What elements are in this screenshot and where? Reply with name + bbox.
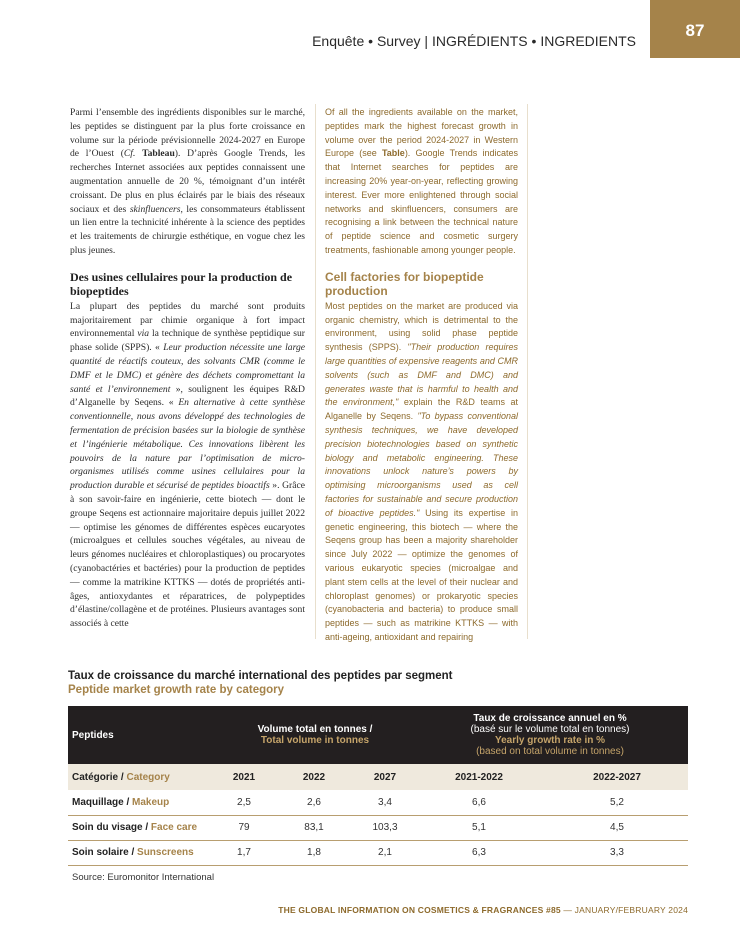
article-column-en: [325, 106, 518, 645]
table-cell: 6,6: [412, 790, 546, 815]
quote: En alternative à cette synthèse conventionnelle, nous avons développé des technologies de fermentation de précision basées sur la biologie de synthèse et l’ingénierie métabolique. Ces innovations libèrent les pouvoirs de la nature par l’optimisation de micro-organismes utilisés comme usines cellulaires pour la production durable et sécurisé de peptides bioactifs: [70, 397, 305, 492]
quote: "Their production requires large quantities of expensive reagents and CMR solvents (such as DMF and DMC) and generates waste that is harmful to health and the environment,": [325, 342, 518, 408]
table-header-row: [68, 706, 688, 764]
category-fr: Catégorie /: [72, 771, 124, 783]
paragraph-body-en: [325, 300, 518, 645]
quote: "To bypass conventional synthesis techniques, we have developed precision biotechnologies based on synthetic biology and metabolic engineering. These innovations unlock nature’s powers by optimising microorganisms used as cell factories for sustainable and secure production of bioactive peptides.": [325, 411, 518, 518]
text-run: skinfluencers: [129, 203, 181, 215]
table-cell: 5,1: [412, 815, 546, 840]
year-col: 2022: [270, 764, 358, 790]
category-en: Category: [126, 771, 170, 783]
table-cell: 4,5: [546, 815, 688, 840]
table-cell: 3,3: [546, 840, 688, 865]
year-col: 2022-2027: [546, 764, 688, 790]
table-row: [68, 840, 688, 865]
text-run: Of all the ingredients available on the market, peptides mark the highest forecast growth in volume over the period 2024-2027 in Western Europe (see: [325, 107, 518, 159]
text-run: », soulignent les équipes R&D d’Alganelle by Seqens. «: [70, 383, 305, 409]
section-heading-en: Cell factories for biopeptide production: [325, 269, 484, 298]
header-volume-en: Total volume in tonnes: [260, 735, 370, 746]
row-label-fr: Soin solaire /: [72, 847, 135, 858]
table-cell: 1,8: [270, 840, 358, 865]
table-reference: Tableau: [142, 148, 175, 160]
row-label: [68, 840, 218, 865]
subheader-category: [68, 764, 218, 790]
table-cell: 1,7: [218, 840, 270, 865]
row-label: [68, 815, 218, 840]
row-label-fr: Soin du visage /: [72, 822, 149, 833]
header-topic-fr: INGRÉDIENTS: [431, 33, 528, 49]
header-peptides: Peptides: [68, 706, 218, 764]
header-section-en: Survey: [376, 33, 421, 49]
article-column-fr: [70, 106, 305, 631]
row-label: [68, 790, 218, 815]
text-run: , les consommateurs établissent un lien entre la technicité inhérente à la science des peptides et les traitements de chirurgie esthétique, en vogue chez les plus jeunes.: [70, 203, 305, 256]
page-number-tab: [650, 0, 740, 58]
row-label-en: Face care: [150, 822, 198, 833]
table-subheader-row: [68, 764, 688, 790]
table-cell: 103,3: [358, 815, 412, 840]
row-label-en: Sunscreens: [137, 847, 194, 858]
table-reference: Table: [381, 148, 405, 159]
paragraph-intro-en: [325, 106, 518, 258]
table-row: [68, 790, 688, 815]
row-label-en: Makeup: [132, 796, 170, 808]
header-topic-en: INGREDIENTS: [540, 33, 636, 49]
header-growth: [412, 706, 688, 764]
header-volume-fr: Volume total en tonnes /: [257, 724, 373, 735]
header-section-fr: Enquête: [312, 33, 365, 49]
footer-issue: — JANUARY/FEBRUARY 2024: [563, 905, 688, 915]
paragraph-body-fr: [70, 300, 305, 631]
text-run: via: [137, 328, 150, 340]
section-heading-fr: Des usines cellulaires pour la production de biopeptides: [70, 269, 293, 298]
header-growth-en-sub: (based on total volume in tonnes): [476, 746, 624, 757]
table-cell: 3,4: [358, 790, 412, 815]
footer-publication: THE GLOBAL INFORMATION ON COSMETICS & FRAGRANCES #85: [278, 905, 561, 915]
table-cell: 2,5: [218, 790, 270, 815]
table-row: [68, 815, 688, 840]
growth-table: [68, 706, 688, 866]
header-bullet-2: •: [531, 33, 537, 49]
text-run: La plupart des peptides du marché sont produits majoritairement par chimie organique à fort impact environnemental: [70, 300, 305, 340]
year-col: 2021-2022: [412, 764, 546, 790]
quote: Leur production nécessite une large quantité de réactifs couteux, des solvants CMR (comme le DMF et le DMC) et génère des déchets compromettant la santé et l’environnement: [70, 342, 305, 395]
table-title-fr: Taux de croissance du marché international des peptides par segment: [68, 670, 453, 682]
page-number: 87: [685, 21, 705, 40]
text-run: ). Google Trends indicates that Internet searches for peptides are increasing 20% year-on-year, reflecting growing interest. Ever more enlightened through social networks and skinfluencers, consumers are recognising a link between the technical nature of peptide science and cosmetic surgery treatments, fashionable among younger people.: [325, 148, 519, 255]
table-title-en: Peptide market growth rate by category: [68, 684, 285, 696]
table-cell: 6,3: [412, 840, 546, 865]
growth-table-block: [68, 670, 688, 883]
paragraph-intro-fr: [70, 106, 305, 258]
text-run: Using its expertise in genetic engineering, this biotech — where the Seqens group has been a majority shareholder since July 2022 — optimize the genomes of various eukaryotic species (microalgae and plant stem cells at the level of their nuclear and chloroplast genomes) or prokaryotic species (cyanobacteria and bacteria) to produce small peptides — such as matrikine KTTKS — with anti-ageing, antioxidant and repairing: [325, 507, 518, 642]
table-cell: 2,6: [270, 790, 358, 815]
header-growth-fr-sub: (basé sur le volume total en tonnes): [470, 724, 630, 735]
header-growth-en: Yearly growth rate in %: [494, 735, 606, 746]
text-run: Most peptides on the market are produced via organic chemistry, which is detrimental to the environment, using solid phase peptide synthesis (SPPS).: [325, 300, 518, 353]
table-cell: 79: [218, 815, 270, 840]
row-label-fr: Maquillage /: [72, 796, 130, 808]
year-col: 2027: [358, 764, 412, 790]
table-cell: 2,1: [358, 840, 412, 865]
year-col: 2021: [218, 764, 270, 790]
table-cell: 83,1: [270, 815, 358, 840]
text-run: la technique de synthèse peptidique sur phase solide (SPPS). «: [70, 328, 305, 354]
text-run: explain the R&D teams at Alganelle by Seqens.: [325, 397, 519, 422]
header-separator: |: [424, 33, 429, 49]
header-bullet: •: [368, 33, 374, 49]
column-divider: [315, 104, 316, 639]
text-run: Cf.: [123, 148, 136, 160]
table-cell: 5,2: [546, 790, 688, 815]
running-header: [312, 33, 636, 49]
table-source: Source: Euromonitor International: [72, 871, 215, 883]
text-run: ». Grâce à son savoir-faire en ingénierie, cette biotech — dont le groupe Seqens est actionnaire majoritaire depuis juillet 2022 — optimise les génomes de différentes espèces eucaryotes (microalgues et cellules souches végétales, au niveau de leurs génomes nucléaires et chloroplastiques) ou procaryotes (cyanobactéries et bactéries) pour la production de peptides — comme la matrikine KTTKS — dotés de propriétés anti-âges, antioxydantes et réparatrices, de polypeptides d’élastine/collagène et de protéines. Plusieurs avantages sont associés à cette: [70, 480, 305, 630]
column-divider-right: [527, 104, 528, 639]
text-run: ). D’après Google Trends, les recherches Internet associées aux peptides connaissent une augmentation annuelle de 20 %, témoignant d’un intérêt croissant. De plus en plus éclairés par le biais des réseaux sociaux et des: [70, 148, 305, 215]
header-volume: [218, 706, 412, 764]
text-run: Parmi l’ensemble des ingrédients disponibles sur le marché, les peptides se distinguent par la plus forte croissance en volume sur la période prévisionnelle 2024-2027 en Europe de l’Ouest (: [70, 107, 305, 160]
page-footer: [278, 905, 688, 915]
header-growth-fr: Taux de croissance annuel en %: [473, 713, 627, 724]
